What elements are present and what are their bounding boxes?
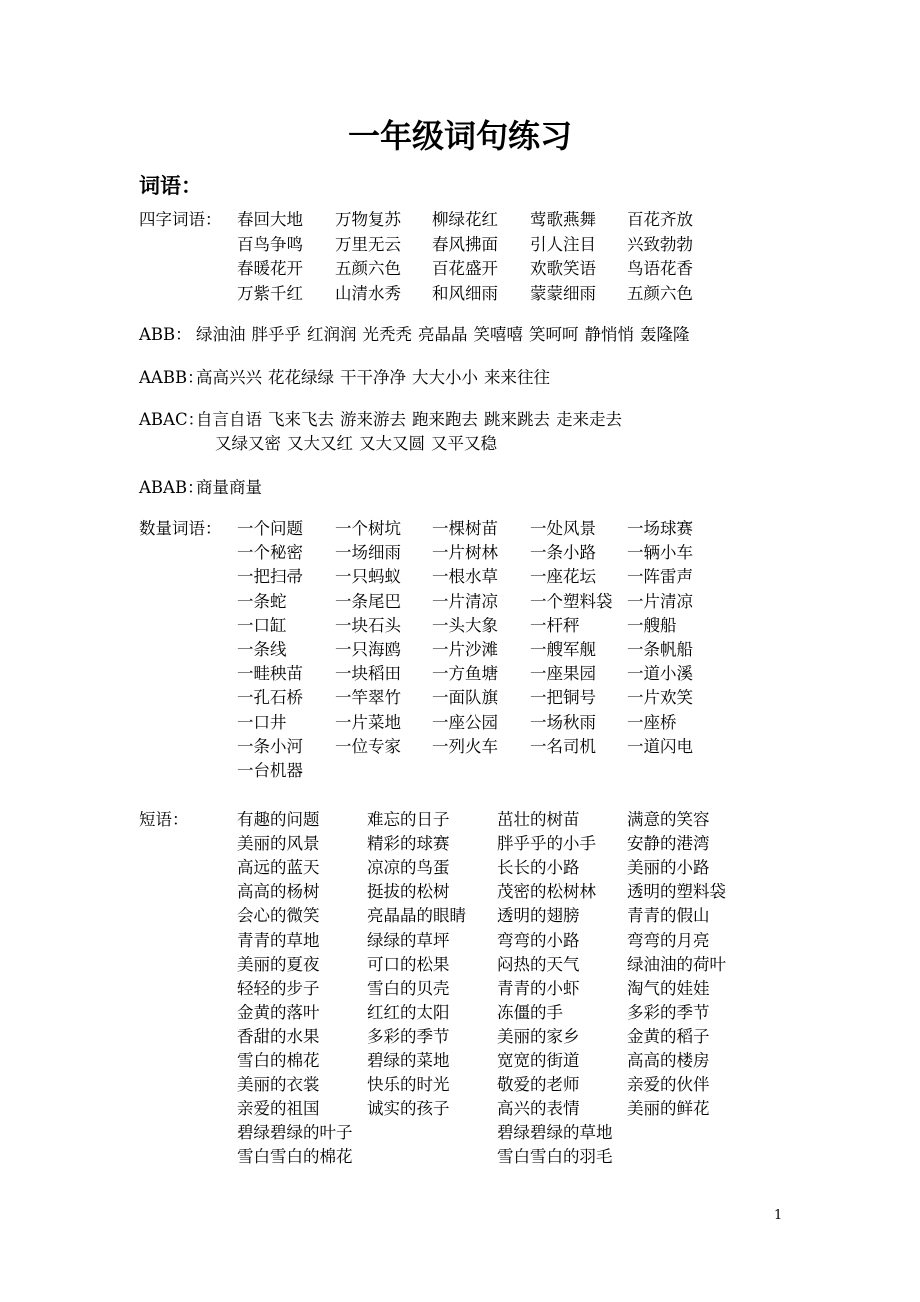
phrase-long-cell: 雪白雪白的棉花 xyxy=(237,1147,353,1167)
measure-row xyxy=(0,565,920,589)
measure-cell: 一台机器 xyxy=(237,761,303,780)
measure-cell: 一个塑料袋 xyxy=(530,591,613,611)
phrase-row xyxy=(0,1049,920,1073)
phrase-cell: 美丽的夏夜 xyxy=(237,954,320,974)
four-char-row xyxy=(0,233,920,257)
abac-word: 自言自语 xyxy=(196,410,262,429)
measure-cell: 一头大象 xyxy=(432,615,498,635)
abb-word: 绿油油 xyxy=(196,325,246,344)
abac-word: 又大又红 xyxy=(287,434,353,453)
phrase-cell: 凉凉的鸟蛋 xyxy=(367,858,450,878)
four-char-cell: 蒙蒙细雨 xyxy=(530,283,596,303)
abb-label: ABB： xyxy=(139,325,192,344)
abac-word: 游来游去 xyxy=(340,410,406,429)
measure-row xyxy=(0,662,920,686)
abb-word: 轰隆隆 xyxy=(640,325,690,344)
measure-cell: 一条蛇 xyxy=(237,591,287,611)
abab-label: ABAB： xyxy=(139,478,204,497)
four-char-cell: 百花齐放 xyxy=(627,210,693,229)
phrase-row xyxy=(0,1025,920,1049)
measure-cell: 一场秋雨 xyxy=(530,712,596,732)
phrase-cell: 雪白的棉花 xyxy=(237,1051,320,1070)
measure-cell: 一竿翠竹 xyxy=(335,688,401,708)
phrase-long-row xyxy=(0,1145,920,1169)
measure-cell: 一只海鸥 xyxy=(335,640,401,659)
measure-row xyxy=(0,759,920,783)
four-char-cell: 五颜六色 xyxy=(335,259,401,278)
measure-cell: 一辆小车 xyxy=(627,543,693,563)
measure-cell: 一条帆船 xyxy=(627,640,693,659)
phrase-cell: 轻轻的步子 xyxy=(237,978,320,998)
measure-row xyxy=(0,638,920,662)
four-char-cell: 万物复苏 xyxy=(335,210,401,229)
phrase-cell: 高高的楼房 xyxy=(627,1051,710,1070)
measure-cell: 一条尾巴 xyxy=(335,591,401,611)
phrase-cell: 青青的草地 xyxy=(237,930,320,950)
phrase-cell: 美丽的鲜花 xyxy=(627,1099,710,1119)
four-char-cell: 兴致勃勃 xyxy=(627,234,693,254)
measure-cell: 一口缸 xyxy=(237,615,287,635)
phrase-cell: 诚实的孩子 xyxy=(367,1099,450,1119)
measure-cell: 一杆秤 xyxy=(530,615,580,635)
abb-word: 亮晶晶 xyxy=(418,325,468,344)
four-char-cell: 莺歌燕舞 xyxy=(530,210,596,229)
phrase-cell: 胖乎乎的小手 xyxy=(497,834,596,854)
four-char-cell: 和风细雨 xyxy=(432,283,498,303)
abb-word: 胖乎乎 xyxy=(251,325,301,344)
measure-cell: 一道闪电 xyxy=(627,736,693,756)
four-char-cell: 百花盛开 xyxy=(432,259,498,278)
measure-cell: 一场球赛 xyxy=(627,519,693,538)
phrase-cell: 美丽的家乡 xyxy=(497,1026,580,1046)
measure-cell: 一座公园 xyxy=(432,712,498,732)
phrase-cell: 会心的微笑 xyxy=(237,906,320,926)
measure-cell: 一座果园 xyxy=(530,664,596,684)
four-char-row xyxy=(0,257,920,281)
measure-cell: 一艘军舰 xyxy=(530,640,596,659)
phrase-cell: 多彩的季节 xyxy=(627,1002,710,1022)
phrase-cell: 淘气的娃娃 xyxy=(627,978,710,998)
measure-cell: 一片树林 xyxy=(432,543,498,563)
phrase-cell: 高高的杨树 xyxy=(237,882,320,902)
phrase-cell: 透明的翅膀 xyxy=(497,906,580,926)
four-char-cell: 鸟语花香 xyxy=(627,259,693,278)
measure-cell: 一片清凉 xyxy=(627,591,693,611)
abb-word: 静悄悄 xyxy=(584,325,634,344)
abb-word: 红润润 xyxy=(307,325,357,344)
four-char-row xyxy=(0,282,920,306)
measure-row xyxy=(0,686,920,710)
measure-cell: 一位专家 xyxy=(335,736,401,756)
measure-row xyxy=(0,711,920,735)
phrase-cell: 宽宽的街道 xyxy=(497,1051,580,1070)
four-char-cell: 五颜六色 xyxy=(627,283,693,303)
measure-label: 数量词语： xyxy=(139,519,222,538)
phrase-cell: 雪白的贝壳 xyxy=(367,978,450,998)
measure-cell: 一根水草 xyxy=(432,567,498,587)
measure-cell: 一口井 xyxy=(237,712,287,732)
four-char-cell: 柳绿花红 xyxy=(432,210,498,229)
measure-cell: 一名司机 xyxy=(530,736,596,756)
measure-cell: 一把扫帚 xyxy=(237,567,303,587)
abac-word: 飞来飞去 xyxy=(268,410,334,429)
abac-words-line2 xyxy=(215,432,503,456)
measure-row xyxy=(0,590,920,614)
measure-cell: 一处风景 xyxy=(530,519,596,538)
phrase-long-cell: 碧绿碧绿的叶子 xyxy=(237,1123,353,1143)
phrase-cell: 高兴的表情 xyxy=(497,1099,580,1119)
abab-words xyxy=(196,476,268,500)
aabb-word: 高高兴兴 xyxy=(196,368,262,387)
four-char-cell: 引人注目 xyxy=(530,234,596,254)
phrase-cell: 茂密的松树林 xyxy=(497,882,596,902)
phrase-row xyxy=(0,856,920,880)
phrase-long-cell: 碧绿碧绿的草地 xyxy=(497,1123,613,1143)
measure-cell: 一方鱼塘 xyxy=(432,664,498,684)
abac-word: 跑来跑去 xyxy=(412,410,478,429)
phrase-row xyxy=(0,808,920,832)
phrase-row xyxy=(0,1073,920,1097)
measure-cell: 一场细雨 xyxy=(335,543,401,563)
measure-cell: 一个问题 xyxy=(237,519,303,538)
measure-cell: 一列火车 xyxy=(432,736,498,756)
measure-cell: 一块石头 xyxy=(335,615,401,635)
four-char-cell: 百鸟争鸣 xyxy=(237,234,303,254)
phrase-row xyxy=(0,1097,920,1121)
measure-cell: 一片菜地 xyxy=(335,712,401,732)
phrase-cell: 亲爱的祖国 xyxy=(237,1099,320,1119)
measure-cell: 一座桥 xyxy=(627,712,677,732)
aabb-word: 来来往往 xyxy=(484,368,550,387)
aabb-words xyxy=(196,366,556,390)
phrase-row xyxy=(0,880,920,904)
abac-word: 又大又圆 xyxy=(359,434,425,453)
phrase-cell: 弯弯的小路 xyxy=(497,930,580,950)
phrase-cell: 红红的太阳 xyxy=(367,1002,450,1022)
measure-cell: 一把铜号 xyxy=(530,688,596,708)
aabb-word: 大大小小 xyxy=(412,368,478,387)
abb-word: 光秃秃 xyxy=(362,325,412,344)
measure-cell: 一座花坛 xyxy=(530,567,596,587)
phrase-cell: 香甜的水果 xyxy=(237,1026,320,1046)
abac-words-line1 xyxy=(196,408,628,432)
four-char-cell: 欢歌笑语 xyxy=(530,259,596,278)
measure-cell: 一片欢笑 xyxy=(627,688,693,708)
phrase-cell: 茁壮的树苗 xyxy=(497,810,580,829)
abac-word: 又平又稳 xyxy=(431,434,497,453)
measure-cell: 一块稻田 xyxy=(335,664,401,684)
phrase-cell: 快乐的时光 xyxy=(367,1075,450,1095)
phrases-label: 短语： xyxy=(139,810,189,829)
four-char-row xyxy=(0,208,920,232)
abac-word: 又绿又密 xyxy=(215,434,281,453)
aabb-word: 花花绿绿 xyxy=(268,368,334,387)
measure-row xyxy=(0,541,920,565)
phrase-cell: 多彩的季节 xyxy=(367,1026,450,1046)
page-number: 1 xyxy=(774,1208,783,1223)
phrase-cell: 高远的蓝天 xyxy=(237,858,320,878)
phrase-cell: 难忘的日子 xyxy=(367,810,450,829)
four-char-label: 四字词语： xyxy=(139,210,222,229)
section-heading: 词语： xyxy=(139,173,202,198)
phrase-cell: 安静的港湾 xyxy=(627,834,710,854)
measure-cell: 一片清凉 xyxy=(432,591,498,611)
measure-cell: 一条线 xyxy=(237,640,287,659)
phrase-cell: 美丽的风景 xyxy=(237,834,320,854)
abab-word: 商量商量 xyxy=(196,478,262,497)
measure-row xyxy=(0,614,920,638)
measure-cell: 一面队旗 xyxy=(432,688,498,708)
phrase-cell: 满意的笑容 xyxy=(627,810,710,829)
measure-cell: 一只蚂蚁 xyxy=(335,567,401,587)
phrase-cell: 弯弯的月亮 xyxy=(627,930,710,950)
phrase-row xyxy=(0,929,920,953)
measure-cell: 一片沙滩 xyxy=(432,640,498,659)
abb-words xyxy=(196,323,696,347)
measure-row xyxy=(0,735,920,759)
page-title: 一年级词句练习 xyxy=(347,117,572,155)
measure-cell: 一棵树苗 xyxy=(432,519,498,538)
measure-row xyxy=(0,517,920,541)
phrase-cell: 透明的塑料袋 xyxy=(627,882,726,902)
phrase-row xyxy=(0,904,920,928)
phrase-cell: 绿油油的荷叶 xyxy=(627,954,726,974)
phrase-cell: 亲爱的伙伴 xyxy=(627,1075,710,1095)
measure-cell: 一艘船 xyxy=(627,615,677,635)
phrase-cell: 可口的松果 xyxy=(367,954,450,974)
phrase-cell: 青青的小虾 xyxy=(497,978,580,998)
phrase-cell: 亮晶晶的眼睛 xyxy=(367,906,466,926)
phrase-cell: 金黄的落叶 xyxy=(237,1002,320,1022)
phrase-cell: 闷热的天气 xyxy=(497,954,580,974)
measure-cell: 一个秘密 xyxy=(237,543,303,563)
phrase-long-cell: 雪白雪白的羽毛 xyxy=(497,1147,613,1167)
measure-cell: 一条小河 xyxy=(237,736,303,756)
four-char-cell: 万紫千红 xyxy=(237,283,303,303)
four-char-cell: 万里无云 xyxy=(335,234,401,254)
measure-cell: 一道小溪 xyxy=(627,664,693,684)
measure-cell: 一畦秧苗 xyxy=(237,664,303,684)
aabb-label: AABB： xyxy=(139,368,204,387)
phrase-cell: 绿绿的草坪 xyxy=(367,930,450,950)
phrase-cell: 碧绿的菜地 xyxy=(367,1051,450,1070)
phrase-row xyxy=(0,977,920,1001)
phrase-cell: 有趣的问题 xyxy=(237,810,320,829)
phrase-cell: 美丽的小路 xyxy=(627,858,710,878)
measure-cell: 一阵雷声 xyxy=(627,567,693,587)
phrase-row xyxy=(0,1001,920,1025)
phrase-row xyxy=(0,953,920,977)
phrase-row xyxy=(0,832,920,856)
phrase-cell: 挺拔的松树 xyxy=(367,882,450,902)
aabb-word: 干干净净 xyxy=(340,368,406,387)
four-char-cell: 春风拂面 xyxy=(432,234,498,254)
abb-word: 笑嘻嘻 xyxy=(473,325,523,344)
measure-cell: 一条小路 xyxy=(530,543,596,563)
four-char-cell: 山清水秀 xyxy=(335,283,401,303)
phrase-long-row xyxy=(0,1121,920,1145)
phrase-cell: 青青的假山 xyxy=(627,906,710,926)
phrase-cell: 冻僵的手 xyxy=(497,1002,563,1022)
abac-label: ABAC： xyxy=(139,410,205,429)
measure-cell: 一个树坑 xyxy=(335,519,401,538)
phrase-cell: 精彩的球赛 xyxy=(367,834,450,854)
phrase-cell: 美丽的衣裳 xyxy=(237,1075,320,1095)
phrase-cell: 长长的小路 xyxy=(497,858,580,878)
phrase-cell: 金黄的稻子 xyxy=(627,1026,710,1046)
abb-word: 笑呵呵 xyxy=(529,325,579,344)
phrase-cell: 敬爱的老师 xyxy=(497,1075,580,1095)
abac-word: 跳来跳去 xyxy=(484,410,550,429)
four-char-cell: 春暖花开 xyxy=(237,259,303,278)
abac-word: 走来走去 xyxy=(556,410,622,429)
measure-cell: 一孔石桥 xyxy=(237,688,303,708)
four-char-cell: 春回大地 xyxy=(237,210,303,229)
